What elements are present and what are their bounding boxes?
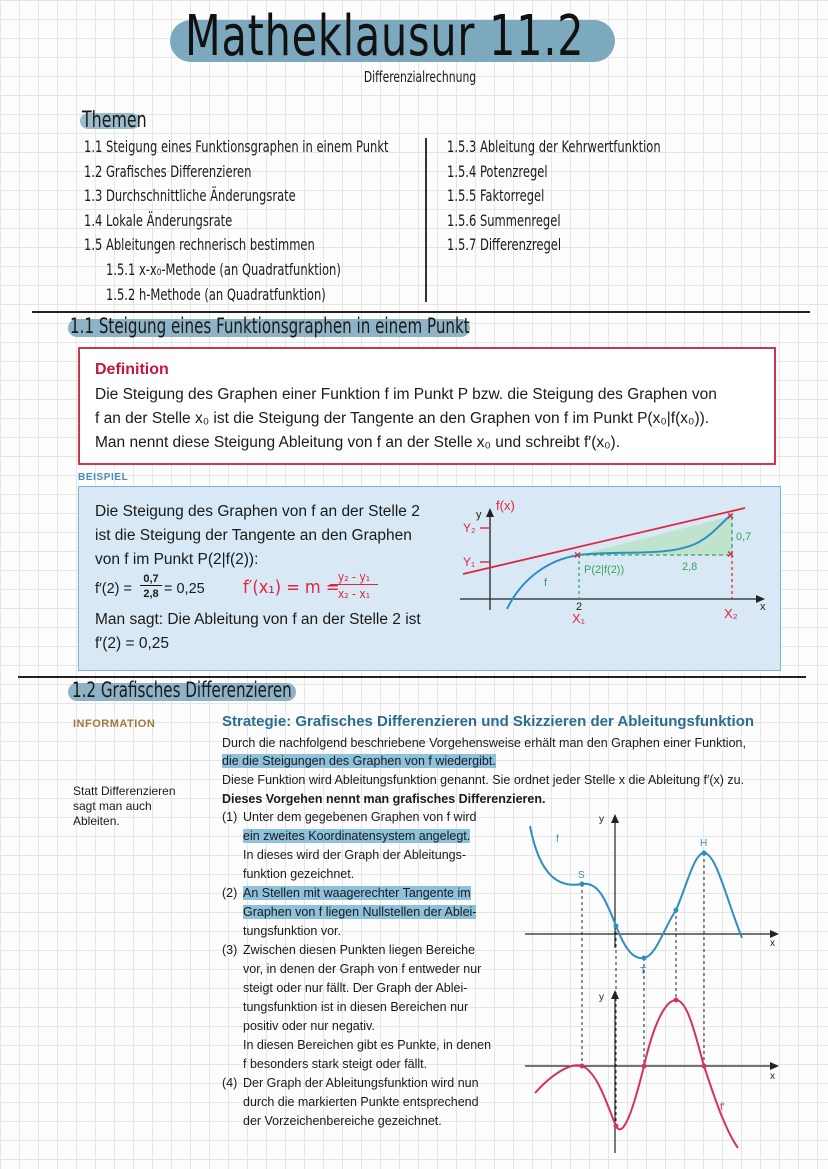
toc-item: 1.1 Steigung eines Funktionsgraphen in einem Punkt — [84, 137, 389, 156]
y-axis-label: y — [476, 509, 482, 521]
bottom-y-arrow — [611, 990, 619, 999]
definition-line: Die Steigung des Graphen einer Funktion f im Punkt P bzw. die Steigung des Graphen von — [95, 386, 717, 403]
step-line: In diesen Bereichen gibt es Punkte, in denen — [243, 1038, 492, 1052]
step-line: durch die markierten Punkte entsprechend — [243, 1095, 479, 1109]
toc-item: 1.3 Durchschnittliche Änderungsrate — [84, 186, 296, 205]
step-line: In dieses wird der Graph der Ableitungs- — [243, 848, 467, 862]
x2-label: X₂ — [724, 606, 738, 621]
top-y-label: y — [599, 814, 604, 825]
step-line: Der Graph der Ableitungsfunktion wird nun — [243, 1076, 479, 1090]
step-line: tungsfunktion vor. — [243, 924, 341, 938]
tangent-chart — [460, 492, 775, 632]
definition-line: f an der Stelle x₀ ist die Steigung der Tangente an den Graphen von f im Punkt P(x₀|f(x₀)). — [95, 410, 710, 427]
example-line: Man sagt: Die Ableitung von f an der Stelle 2 ist — [95, 611, 421, 628]
divider — [32, 311, 810, 313]
intro-line: Durch die nachfolgend beschriebene Vorgehensweise erhält man den Graphen einer Funktion, — [222, 736, 746, 750]
step-line: vor, in denen der Graph von f entweder nur — [243, 962, 482, 976]
point-w1 — [614, 924, 619, 929]
step-number: (3) — [222, 943, 238, 957]
y-axis-arrow — [486, 508, 494, 517]
section-title: 1.1 Steigung eines Funktionsgraphen in einem Punkt — [70, 314, 470, 338]
zero-h — [702, 1064, 707, 1069]
fprime-curve — [535, 1000, 738, 1148]
topics-divider — [425, 138, 427, 302]
y1-label: Y₁ — [463, 555, 476, 569]
toc-item: 1.5.5 Faktorregel — [447, 186, 545, 205]
topics-heading: Themen — [82, 108, 147, 133]
step-number: (4) — [222, 1076, 238, 1090]
f-label: f — [544, 577, 548, 589]
step-line: Zwischen diesen Punkten liegen Bereiche — [243, 943, 476, 957]
step-line: tungsfunktion ist in diesen Bereichen nur — [243, 1000, 469, 1014]
handwritten-numerator: y₂ - y₁ — [330, 570, 378, 585]
formula-lhs: f′(2) = — [95, 581, 132, 597]
handwritten-denominator: x₂ - x₁ — [337, 587, 371, 601]
intro-line — [222, 754, 496, 768]
zero-t — [642, 1064, 647, 1069]
step-line: f besonders stark steigt oder fällt. — [243, 1057, 428, 1071]
intro-line-text: die die Steigungen des Graphen von f wiedergibt. — [222, 754, 496, 768]
f-label: f — [556, 834, 559, 845]
step-number: (2) — [222, 886, 238, 900]
intro-line: Dieses Vorgehen nennt man grafisches Differenzieren. — [222, 792, 546, 806]
page-subtitle: Differenzialrechnung — [363, 68, 477, 86]
definition-line: Man nennt diese Steigung Ableitung von f an der Stelle x₀ und schreibt f′(x₀). — [95, 434, 621, 451]
step-line-text: ein zweites Koordinatensystem angelegt. — [243, 829, 471, 843]
page-title: Matheklausur 11.2 — [185, 4, 585, 69]
fx-label: f(x) — [496, 498, 515, 513]
step-line-text: Graphen von f liegen Nullstellen der Ablei- — [243, 905, 477, 919]
max-fprime — [674, 998, 679, 1003]
information-label: INFORMATION — [73, 718, 156, 730]
step-line: Unter dem gegebenen Graphen von f wird — [243, 810, 477, 824]
x1-label: X₁ — [572, 611, 586, 626]
tick-label: 2 — [576, 601, 583, 613]
formula-rhs: = 0,25 — [164, 581, 205, 597]
step-line-text: An Stellen mit waagerechter Tangente im — [243, 886, 471, 900]
top-y-arrow — [611, 814, 619, 823]
step-line: funktion gezeichnet. — [243, 867, 355, 881]
x-axis-label: x — [760, 601, 766, 613]
point-p-marker: × — [574, 548, 582, 562]
example-line: Die Steigung des Graphen von f an der Stelle 2 — [95, 503, 420, 520]
toc-item: 1.5.1 x-x₀-Methode (an Quadratfunktion) — [106, 260, 341, 279]
bottom-x-arrow — [770, 1062, 779, 1070]
example-line: f′(2) = 0,25 — [95, 635, 169, 652]
y2-label: Y₂ — [463, 521, 476, 535]
step-line — [243, 829, 470, 843]
toc-item: 1.5.3 Ableitung der Kehrwertfunktion — [447, 137, 661, 156]
step-line: positiv oder nur negativ. — [243, 1019, 375, 1033]
handwritten-formula: f′(x₁) = m = — [243, 577, 340, 598]
s-label: S — [578, 870, 585, 881]
fprime-label: f′ — [720, 1102, 725, 1113]
step-line: der Vorzeichenbereiche gezeichnet. — [243, 1114, 442, 1128]
section-title: 1.2 Grafisches Differenzieren — [72, 678, 292, 702]
formula-denominator: 2,8 — [143, 588, 159, 600]
example-label: BEISPIEL — [78, 472, 129, 483]
side-note-line: Ableiten. — [73, 814, 120, 828]
formula-numerator: 0,7 — [140, 573, 162, 586]
bottom-y-label: y — [599, 992, 604, 1003]
bottom-x-label: x — [770, 1071, 775, 1082]
step-line — [243, 905, 476, 919]
f-curve — [530, 826, 742, 958]
strategy-title: Strategie: Grafisches Differenzieren und Skizzieren der Ableitungsfunktion — [222, 713, 755, 730]
h-label: H — [700, 838, 708, 849]
derivative-chart — [520, 808, 785, 1158]
point-s — [580, 882, 585, 887]
example-line: ist die Steigung der Tangente an den Graphen — [95, 527, 412, 544]
toc-item: 1.5.7 Differenzregel — [447, 235, 562, 254]
zero-s — [580, 1064, 585, 1069]
toc-item: 1.5 Ableitungen rechnerisch bestimmen — [84, 235, 315, 254]
dx-label: 2,8 — [682, 561, 698, 573]
t-label: T — [640, 966, 647, 977]
point-h — [702, 851, 707, 856]
top-x-label: x — [770, 938, 775, 949]
side-note-line: sagt man auch — [73, 799, 152, 813]
point-w2 — [674, 908, 679, 913]
step-line — [243, 886, 471, 900]
top-x-arrow — [770, 930, 779, 938]
step-number: (1) — [222, 810, 238, 824]
step-line: steigt oder nur fällt. Der Graph der Ablei- — [243, 981, 468, 995]
dy-label: 0,7 — [736, 531, 752, 543]
corner-marker: × — [727, 547, 735, 561]
p-label: P(2|f(2)) — [584, 564, 625, 576]
definition-heading: Definition — [95, 361, 169, 378]
toc-item: 1.5.2 h-Methode (an Quadratfunktion) — [106, 285, 326, 304]
point-t — [642, 956, 647, 961]
toc-item: 1.2 Grafisches Differenzieren — [84, 162, 252, 181]
toc-item: 1.5.4 Potenzregel — [447, 162, 548, 181]
min-fprime — [614, 1124, 619, 1129]
toc-item: 1.5.6 Summenregel — [447, 211, 561, 230]
point-q-marker: × — [727, 509, 735, 523]
toc-item: 1.4 Lokale Änderungsrate — [84, 211, 233, 230]
example-line: von f im Punkt P(2|f(2)): — [95, 551, 259, 568]
side-note-line: Statt Differenzieren — [73, 784, 176, 798]
intro-line: Diese Funktion wird Ableitungsfunktion genannt. Sie ordnet jeder Stelle x die Ableitung f′(x) zu. — [222, 773, 745, 787]
